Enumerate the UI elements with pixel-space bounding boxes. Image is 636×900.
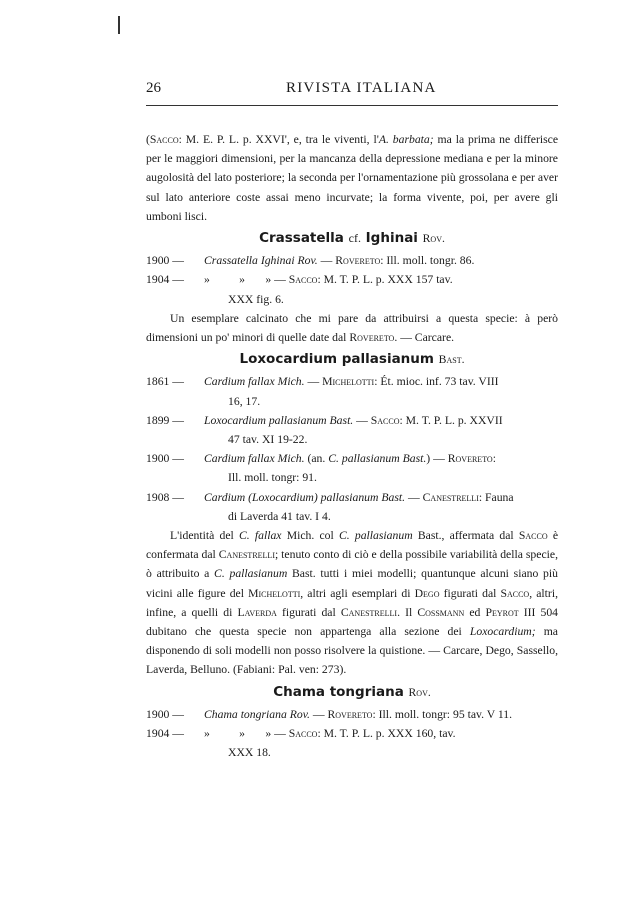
main-text (146, 130, 558, 763)
page-number: 26 (146, 80, 161, 96)
species-heading-loxocardium: Loxocardium pallasianum Bast. (239, 351, 465, 368)
reference-entry: 1904 — » » » — Sacco: M. T. P. L. p. XXX 160, tav. XXX 18. (146, 727, 456, 760)
reference-entry: 1904 — » » » — Sacco: M. T. P. L. p. XXX 157 tav. XXX fig. 6. (146, 273, 453, 306)
reference-entry: 1900 — Cardium fallax Mich. (an. C. pallasianum Bast.) — Rovereto: Ill. moll. tongr: 91. (146, 452, 496, 485)
running-header (146, 80, 558, 100)
reference-entry: 1899 — Loxocardium pallasianum Bast. — Sacco: M. T. P. L. p. XXVII 47 tav. XI 19-22. (146, 413, 503, 447)
header-rule (146, 105, 558, 106)
paragraph-note: Un esemplare calcinato che mi pare da attribuirsi a questa specie: à però dimensioni un po' minori di quelle date dal Rovereto. — Carcare. (146, 311, 558, 345)
species-heading-crassatella: Crassatella cf. Ighinai Rov. (259, 230, 445, 247)
reference-entry: 1900 — Chama tongriana Rov. — Rovereto: Ill. moll. tongr: 95 tav. V 11. (146, 707, 513, 721)
paragraph-intro: (Sacco: M. E. P. L. p. XXVI', e, tra le viventi, l'A. barbata; ma la prima ne differisce per le maggiori dimensioni, per la mancanza della depressione mediana e per la minore augolosità del lato posteriore; la seconda per l'ornamentazione più grossolana e per aver sul lato anteriore coste assai meno incurvate; la forma vivente, poi, per avere gli umboni lisci. (146, 133, 559, 223)
reference-entry: 1861 — Cardium fallax Mich. — Michelotti: Ét. mioc. inf. 73 tav. VIII 16, 17. (146, 375, 499, 408)
species-heading-chama: Chama tongriana Rov. (273, 683, 431, 700)
reference-entry: 1900 — Crassatella Ighinai Rov. — Rovereto: Ill. moll. tongr. 86. (146, 254, 475, 268)
journal-title: RIVISTA ITALIANA (286, 80, 437, 96)
paragraph-discussion: L'identità del C. fallax Mich. col C. pallasianum Bast., affermata dal Sacco è confermata dal Canestrelli; tenuto conto di ciò e della possibile variabilità della specie, ò attribuito a C. pallasianum Bast. tutti i miei modelli; quantunque alcuni siano più vicini alle figure del Michelotti, altri agli esemplari di Dego figurati dal Sacco, altri, infine, a quelli di Laverda figurati dal Canestrelli. Il Cossmann ed Peyrot III 504 dubitano che questa specie non appartenga alla sezione dei Loxocardium; ma disponendo di soli modelli non posso risolvere la quistione. — Carcare, Dego, Sassello, Laverda, Belluno. (Fabiani: Pal. ven: 273). (146, 529, 559, 677)
margin-mark (118, 16, 120, 34)
reference-entry: 1908 — Cardium (Loxocardium) pallasianum Bast. — Canestrelli: Fauna di Laverda 41 tav. I 4. (146, 490, 514, 523)
